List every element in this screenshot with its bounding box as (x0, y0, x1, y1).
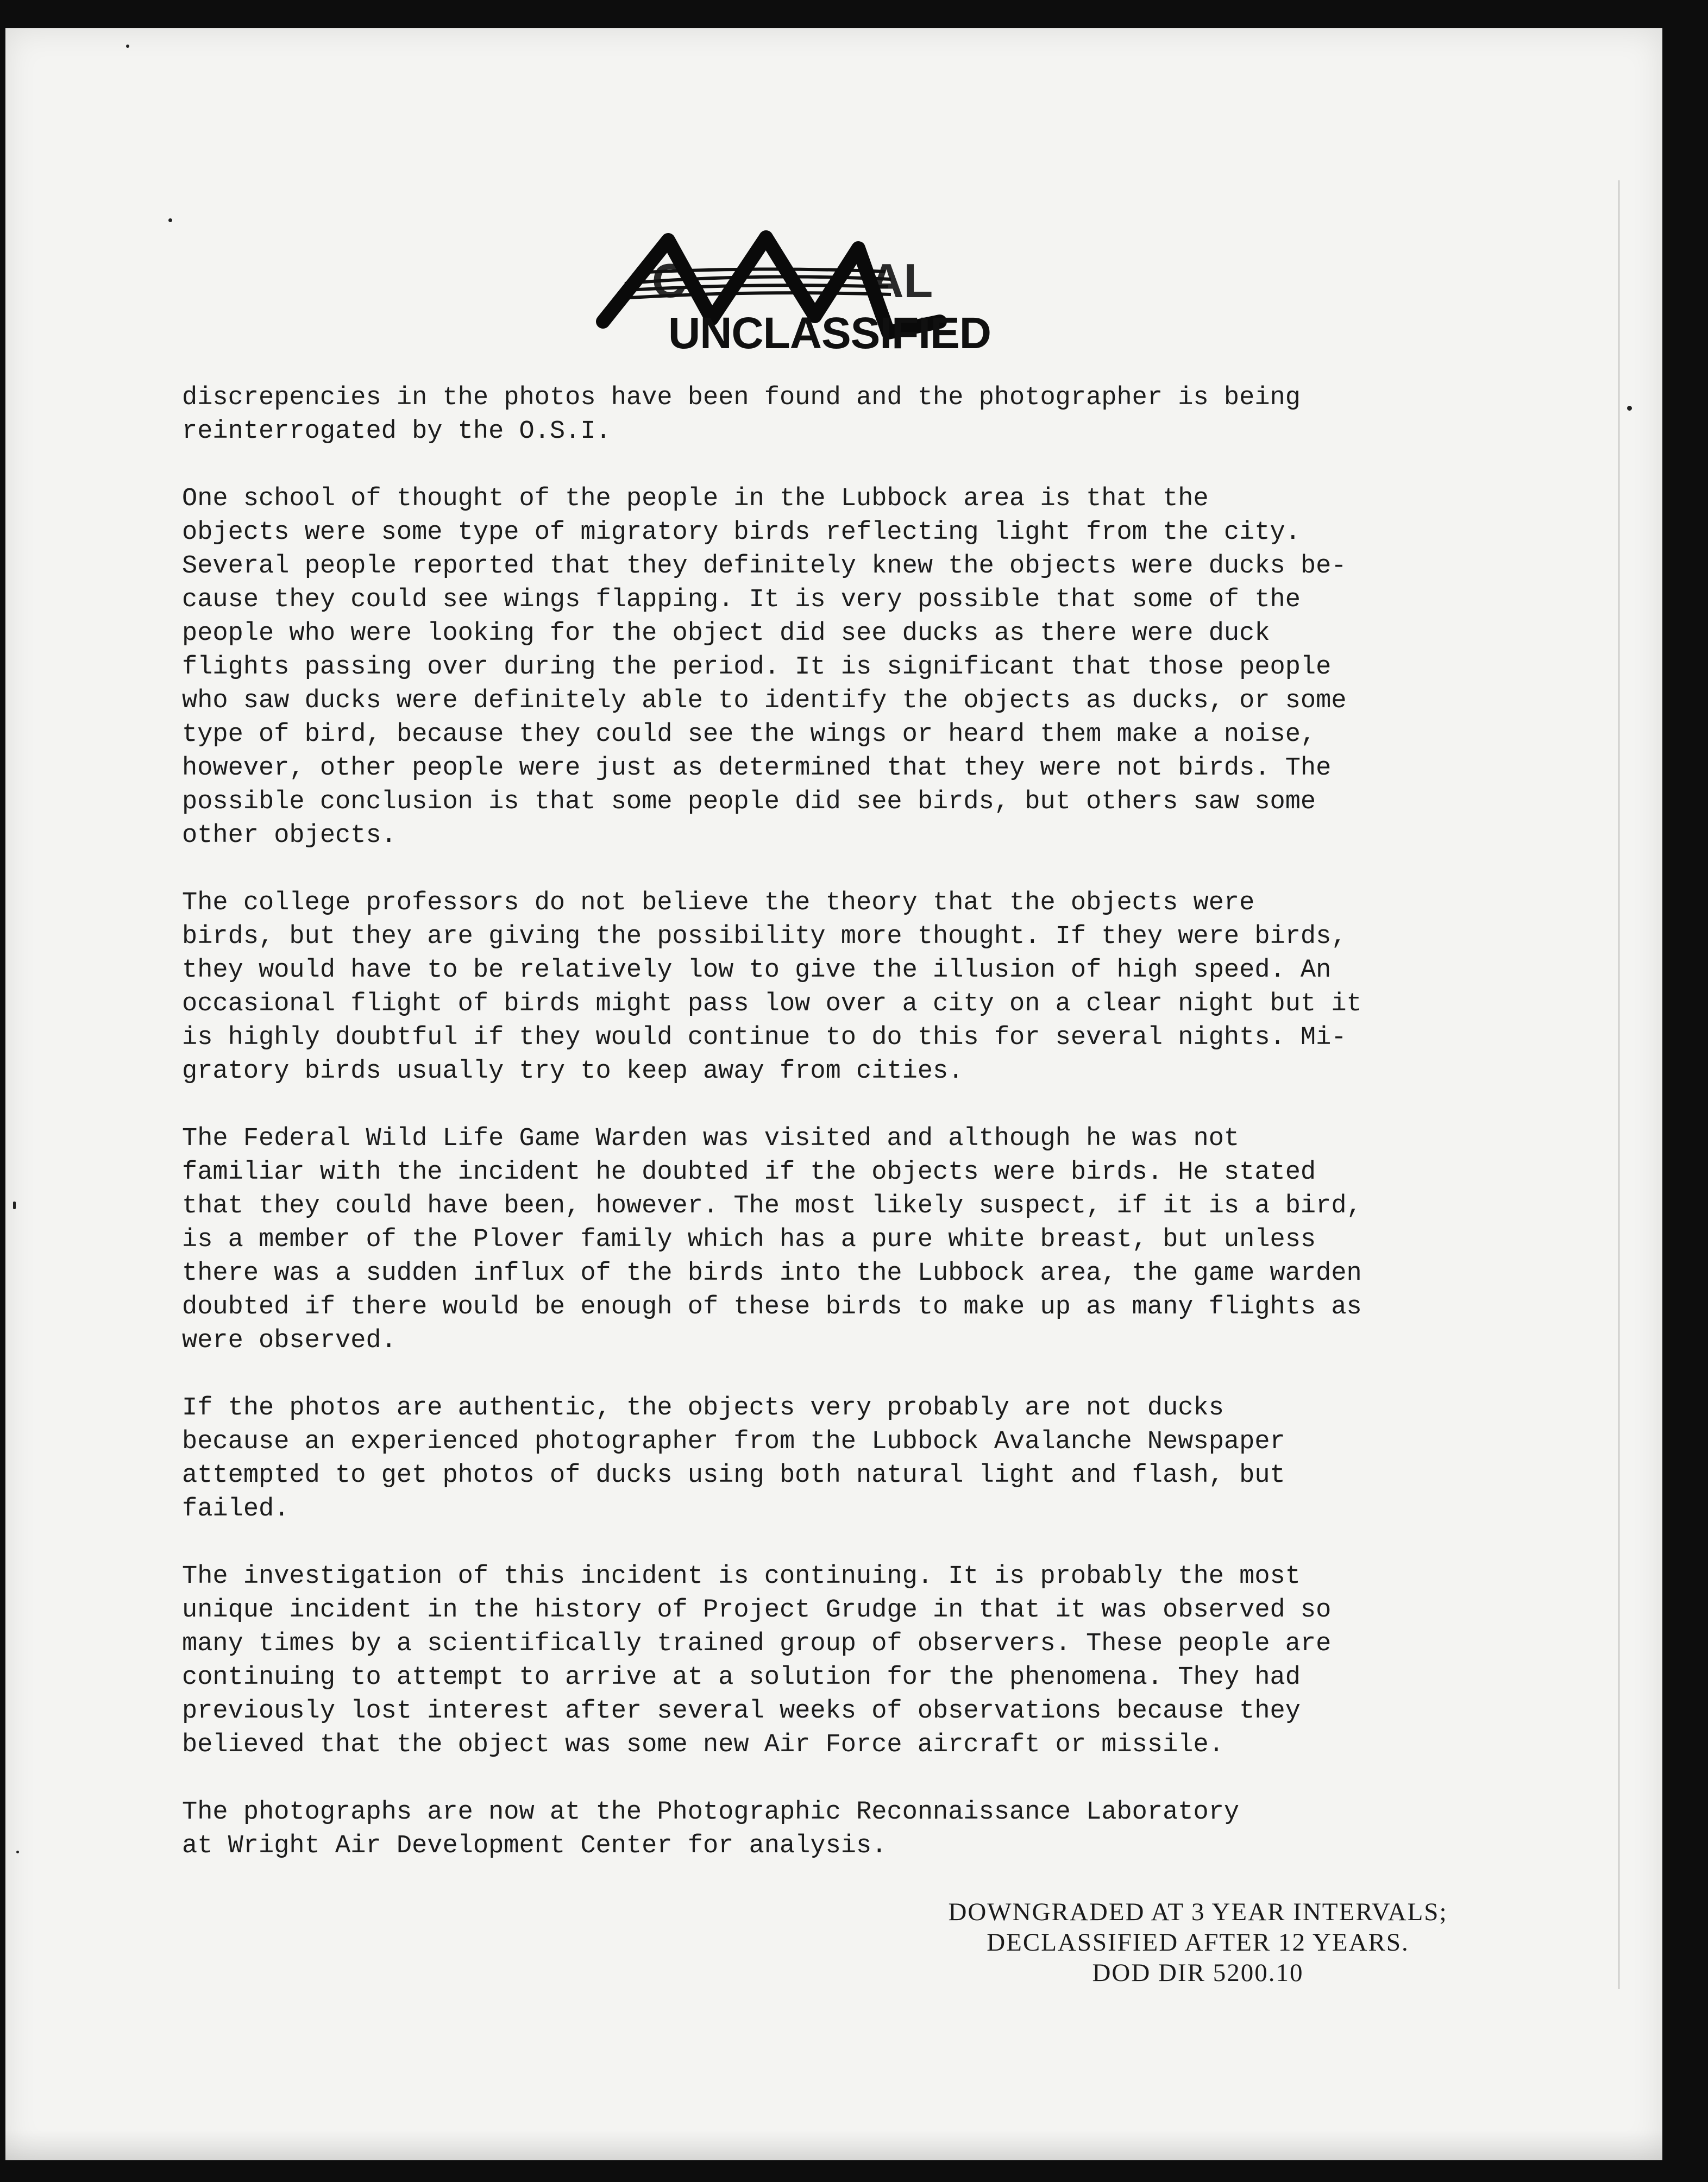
downgrade-line-3: DOD DIR 5200.10 (1092, 1959, 1304, 1987)
struck-confidential-text: C (652, 254, 687, 307)
downgrade-notice (872, 1897, 1524, 1988)
dust-speck (13, 1202, 16, 1209)
downgrade-line-1: DOWNGRADED AT 3 YEAR INTERVALS; (948, 1898, 1448, 1926)
document-page (5, 28, 1662, 2160)
paragraph-game-warden: The Federal Wild Life Game Warden was visited and although he was not familiar with the incident he doubted if the objects were birds. He stated that they could have been, however. The most likely suspect, if it is a bird, is a member of the Plover family which has a pure white breast, but unless there was a sudden influx of the birds into the Lubbock area, the game warden doubted if there would be enough of these birds to make up as many flights as were observed. (182, 1124, 1362, 1355)
dust-speck (16, 1851, 19, 1853)
dust-speck (126, 45, 129, 48)
dust-speck (168, 218, 172, 222)
svg-text:AL: AL (869, 254, 933, 307)
page-bottom-shadow (5, 2130, 1662, 2160)
paragraph-college-professors: The college professors do not believe the theory that the objects were birds, but they are giving the possibility more thought. If they were birds, they would have to be relatively low to give the illusion of high speed. An occasional flight of birds might pass low over a city on a clear night but it is highly doubtful if they would continue to do this for several nights. Mi- gratory birds usually try to keep away from cities. (182, 889, 1362, 1086)
downgrade-line-2: DECLASSIFIED AFTER 12 YEARS. (987, 1928, 1409, 1957)
dust-speck (1627, 406, 1632, 411)
unclassified-marking: UNCLASSIFIED (668, 309, 991, 358)
paragraph-photo-authenticity: If the photos are authentic, the objects very probably are not ducks because an experienced photographer from the Lubbock Avalanche Newspaper attempted to get photos of ducks using both natural light and flash, but failed. (182, 1394, 1285, 1524)
paragraph-continuation: discrepencies in the photos have been found and the photographer is being reinterrogated by the O.S.I. (182, 383, 1301, 446)
paragraph-investigation-continuing: The investigation of this incident is continuing. It is probably the most unique incident in the history of Project Grudge in that it was observed so many times by a scientifically trained group of observers. These people are continuing to attempt to arrive at a solution for the phenomena. They had previously lost interest after several weeks of observations because they believed that the object was some new Air Force aircraft or missile. (182, 1562, 1332, 1759)
classification-stamp (587, 218, 991, 370)
paragraph-photographs-analysis: The photographs are now at the Photographic Reconnaissance Laboratory at Wright Air Development Center for analysis. (182, 1798, 1240, 1860)
document-body (182, 381, 1513, 1897)
page-fold-line (1618, 180, 1620, 1989)
paragraph-migratory-birds-theory: One school of thought of the people in the Lubbock area is that the objects were some type of migratory birds reflecting light from the city. Several people reported that they definitely knew the objects were ducks be- cause they could see wings flapping. It is very possible that some of the people who were looking for the object did see ducks as there were duck flights passing over during the period. It is significant that those people who saw ducks were definitely able to identify the objects as ducks, or some type of bird, because they could see the wings or heard them make a noise, however, other people were just as determined that they were not birds. The possible conclusion is that some people did see birds, but others saw some other objects. (182, 485, 1347, 850)
